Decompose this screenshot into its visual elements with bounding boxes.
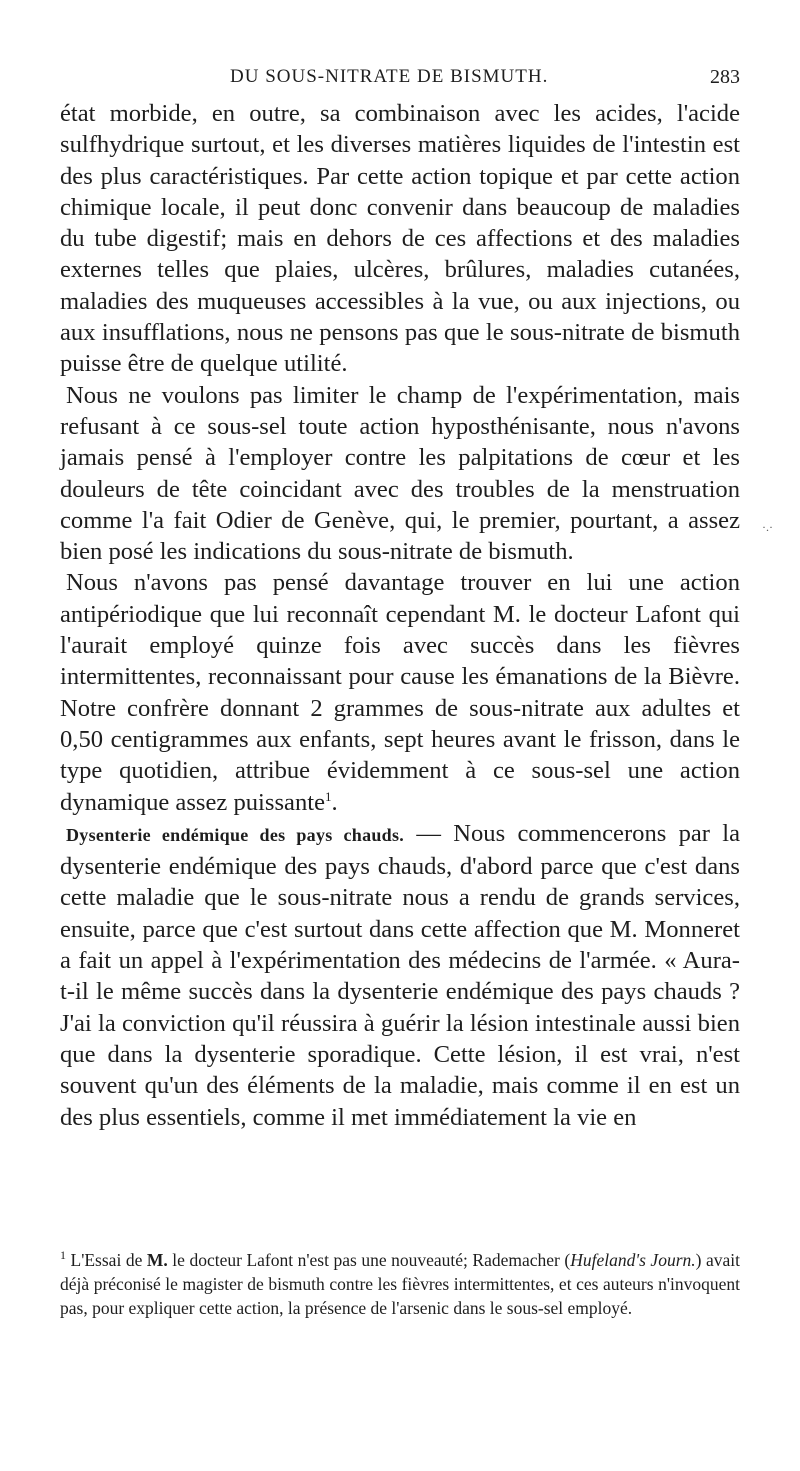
page-header (200, 66, 740, 96)
footnote-text-2: ) avait déjà préconisé le magister de bismuth contre les fièvres intermittentes, et ces auteurs n'invoquent pas, pour expliquer cette action, la présence de l'arsenic dans le sous-sel employé. (60, 1250, 740, 1318)
paragraph-3-text: Nous n'avons pas pensé davantage trouver en lui une action antipériodique que lui reconnaît cependant M. le docteur Lafont qui l'aurait employé quinze fois avec succès dans les fièvres intermittentes, reconnaissant pour cause les émanations de la Bièvre. Notre confrère donnant 2 grammes de sous-nitrate aux adultes et 0,50 centigrammes aux enfants, sept heures avant le frisson, dans le type quotidien, attribue évidemment à ce sous-sel une action dynamique assez puissante (60, 569, 740, 816)
paragraph-2: Nous ne voulons pas limiter le champ de l'expérimentation, mais refusant à ce sous-sel toute action hyposthénisante, nous n'avons jamais pensé à l'employer contre les palpitations de cœur et les douleurs de tête coincidant avec des troubles de la menstruation comme l'a fait Odier de Genève, qui, le premier, pourtant, a assez bien posé les indications du sous-nitrate de bismuth. (60, 381, 740, 566)
page-number: 283 (710, 66, 740, 88)
running-head: DU SOUS-NITRATE DE BISMUTH. (230, 66, 549, 87)
section-heading: Dysenterie endémique des pays chauds. (66, 824, 405, 845)
footnote-text-1: le docteur Lafont n'est pas une nouveauté; Rademacher ( (167, 1250, 571, 1270)
margin-speck: ·.· (762, 520, 773, 534)
footnote-reference: 1 (325, 788, 332, 804)
heading-dash: — (404, 819, 454, 847)
body-text (60, 98, 740, 1133)
footnote-mark: 1 (60, 1248, 66, 1263)
footnote-journal: Hufeland's Journ. (570, 1250, 696, 1270)
paragraph-4-text: Nous commencerons par la dysenterie endémique des pays chauds, d'abord parce que c'est dans cette maladie que le sous-nitrate nous a rendu de grands services, ensuite, parce que c'est surtout dans cette affection que M. Monneret a fait un appel à l'expérimentation des médecins de l'armée. « Aura-t-il le même succès dans la dysenterie endémique des pays chauds ? J'ai la conviction qu'il réussira à guérir la lésion intestinale aussi bien que dans la dysenterie sporadique. Cette lésion, il est vrai, n'est souvent qu'un des éléments de la maladie, mais comme il en est un des plus essentiels, comme il met immédiatement la vie en (60, 819, 741, 1131)
paragraph-1: état morbide, en outre, sa combinaison avec les acides, l'acide sulfhydrique surtout, et les diverses matières liquides de l'intestin est des plus caractéristiques. Par cette action topique et par cette action chimique locale, il peut donc convenir dans beaucoup de maladies du tube digestif; mais en dehors de ces affections et des maladies externes telles que plaies, ulcères, brûlures, maladies cutanées, maladies des muqueuses accessibles à la vue, ou aux injections, ou aux insufflations, nous ne pensons pas que le sous-nitrate de bismuth puisse être de quelque utilité. (60, 100, 740, 378)
paragraph-4 (60, 818, 740, 1133)
footnote-lead: L'Essai de (66, 1250, 147, 1270)
paragraph-3 (60, 567, 740, 817)
footnote-name: M. (146, 1250, 168, 1270)
paragraph-3-end: . (331, 788, 338, 816)
footnote (60, 1248, 740, 1320)
